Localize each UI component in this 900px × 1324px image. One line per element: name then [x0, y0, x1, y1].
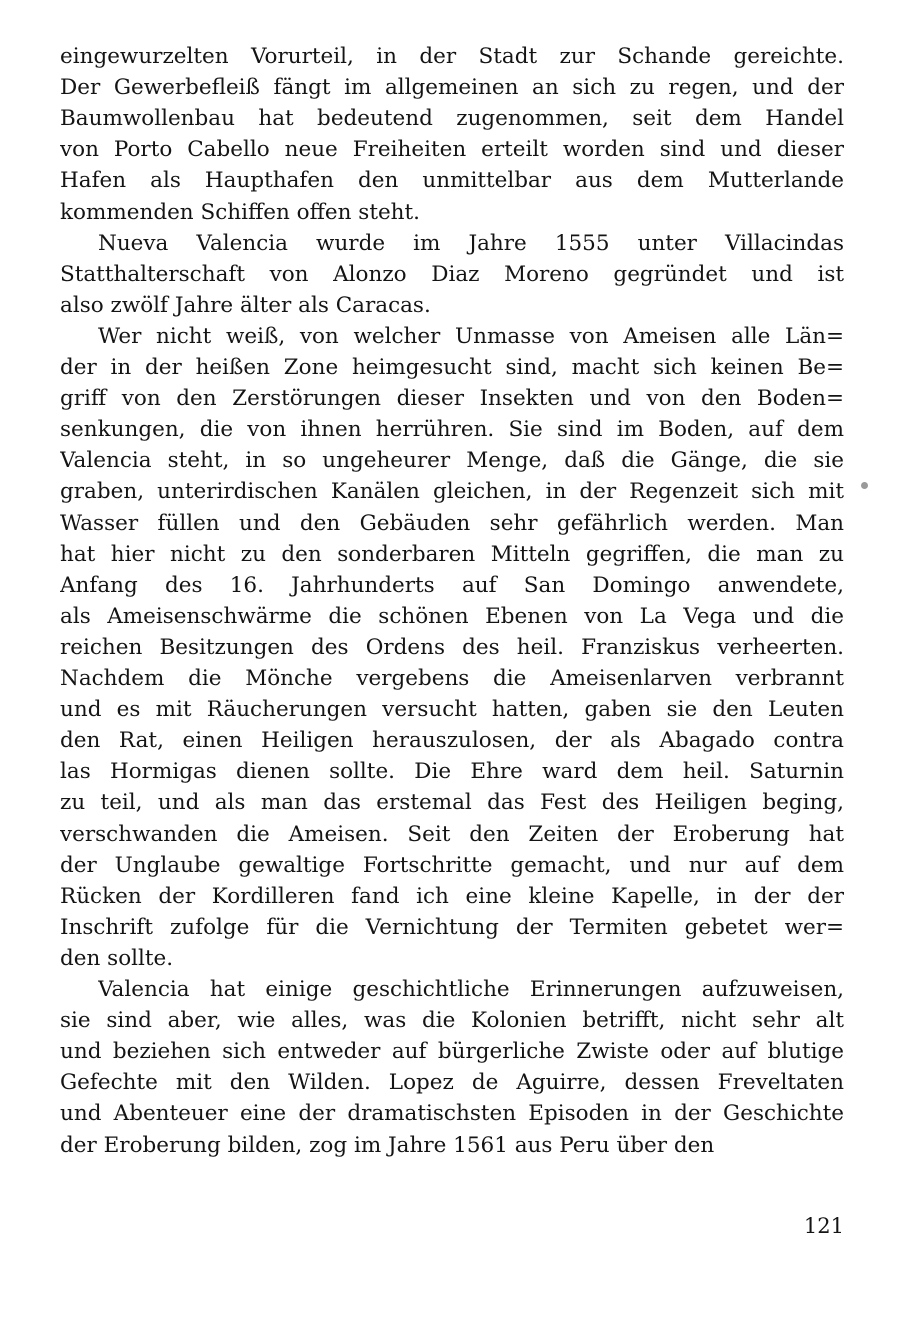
text-line: verschwanden die Ameisen. Seit den Zeiten der Eroberung hat: [60, 821, 844, 847]
text-line: Valencia steht, in so ungeheurer Menge, daß die Gänge, die sie: [60, 448, 844, 474]
text-line: Wasser füllen und den Gebäuden sehr gefährlich werden. Man: [60, 510, 844, 536]
text-line: Hafen als Haupthafen den unmittelbar aus dem Mutterlande: [60, 168, 844, 194]
text-line: von Porto Cabello neue Freiheiten erteilt worden sind und dieser: [60, 137, 844, 163]
text-line: Gefechte mit den Wilden. Lopez de Aguirre, dessen Freveltaten: [60, 1070, 844, 1096]
text-line: zu teil, und als man das erstemal das Fest des Heiligen beging,: [60, 790, 844, 816]
book-page: [60, 40, 844, 1290]
text-line: kommenden Schiffen offen steht.: [60, 199, 420, 225]
text-line: also zwölf Jahre älter als Caracas.: [60, 292, 431, 318]
text-line: und es mit Räucherungen versucht hatten, gaben sie den Leuten: [60, 697, 844, 723]
text-line: und Abenteuer eine der dramatischsten Episoden in der Geschichte: [60, 1101, 844, 1127]
text-line: Nueva Valencia wurde im Jahre 1555 unter Villacindas: [98, 230, 844, 256]
text-line: Baumwollenbau hat bedeutend zugenommen, seit dem Handel: [60, 106, 844, 132]
text-line: Der Gewerbefleiß fängt im allgemeinen an sich zu regen, und der: [60, 75, 844, 101]
text-line: und beziehen sich entweder auf bürgerliche Zwiste oder auf blutige: [60, 1039, 844, 1065]
text-line: Wer nicht weiß, von welcher Unmasse von Ameisen alle Län=: [98, 323, 844, 349]
paper-speck: [861, 482, 868, 489]
text-line: der Unglaube gewaltige Fortschritte gemacht, und nur auf dem: [60, 852, 844, 878]
text-line: reichen Besitzungen des Ordens des heil. Franziskus verheerten.: [60, 634, 844, 660]
text-line: Valencia hat einige geschichtliche Erinnerungen aufzuweisen,: [98, 977, 844, 1002]
text-line: eingewurzelten Vorurteil, in der Stadt zur Schande gereichte.: [60, 44, 844, 69]
text-line: Inschrift zufolge für die Vernichtung der Termiten gebetet wer=: [60, 914, 844, 940]
text-line: griff von den Zerstörungen dieser Insekten und von den Boden=: [60, 386, 844, 412]
text-line: Anfang des 16. Jahrhunderts auf San Domingo anwendete,: [60, 572, 844, 598]
text-line: als Ameisenschwärme die schönen Ebenen von La Vega und die: [60, 603, 844, 629]
text-line: der in der heißen Zone heimgesucht sind, macht sich keinen Be=: [60, 355, 844, 380]
text-line: senkungen, die von ihnen herrühren. Sie sind im Boden, auf dem: [60, 417, 844, 443]
page-number: 121: [803, 1214, 844, 1238]
text-line: der Eroberung bilden, zog im Jahre 1561 aus Peru über den: [60, 1132, 715, 1158]
text-line: den Rat, einen Heiligen herauszulosen, der als Abagado contra: [60, 728, 844, 754]
text-line: Rücken der Kordilleren fand ich eine kleine Kapelle, in der der: [60, 883, 844, 909]
text-line: hat hier nicht zu den sonderbaren Mitteln gegriffen, die man zu: [60, 541, 844, 567]
text-line: sie sind aber, wie alles, was die Kolonien betrifft, nicht sehr alt: [60, 1008, 844, 1034]
text-line: Statthalterschaft von Alonzo Diaz Moreno gegründet und ist: [60, 261, 844, 287]
text-line: graben, unterirdischen Kanälen gleichen, in der Regenzeit sich mit: [60, 479, 844, 505]
text-line: den sollte.: [60, 945, 174, 971]
text-line: Nachdem die Mönche vergebens die Ameisenlarven verbrannt: [60, 666, 844, 691]
text-line: las Hormigas dienen sollte. Die Ehre ward dem heil. Saturnin: [60, 759, 844, 785]
